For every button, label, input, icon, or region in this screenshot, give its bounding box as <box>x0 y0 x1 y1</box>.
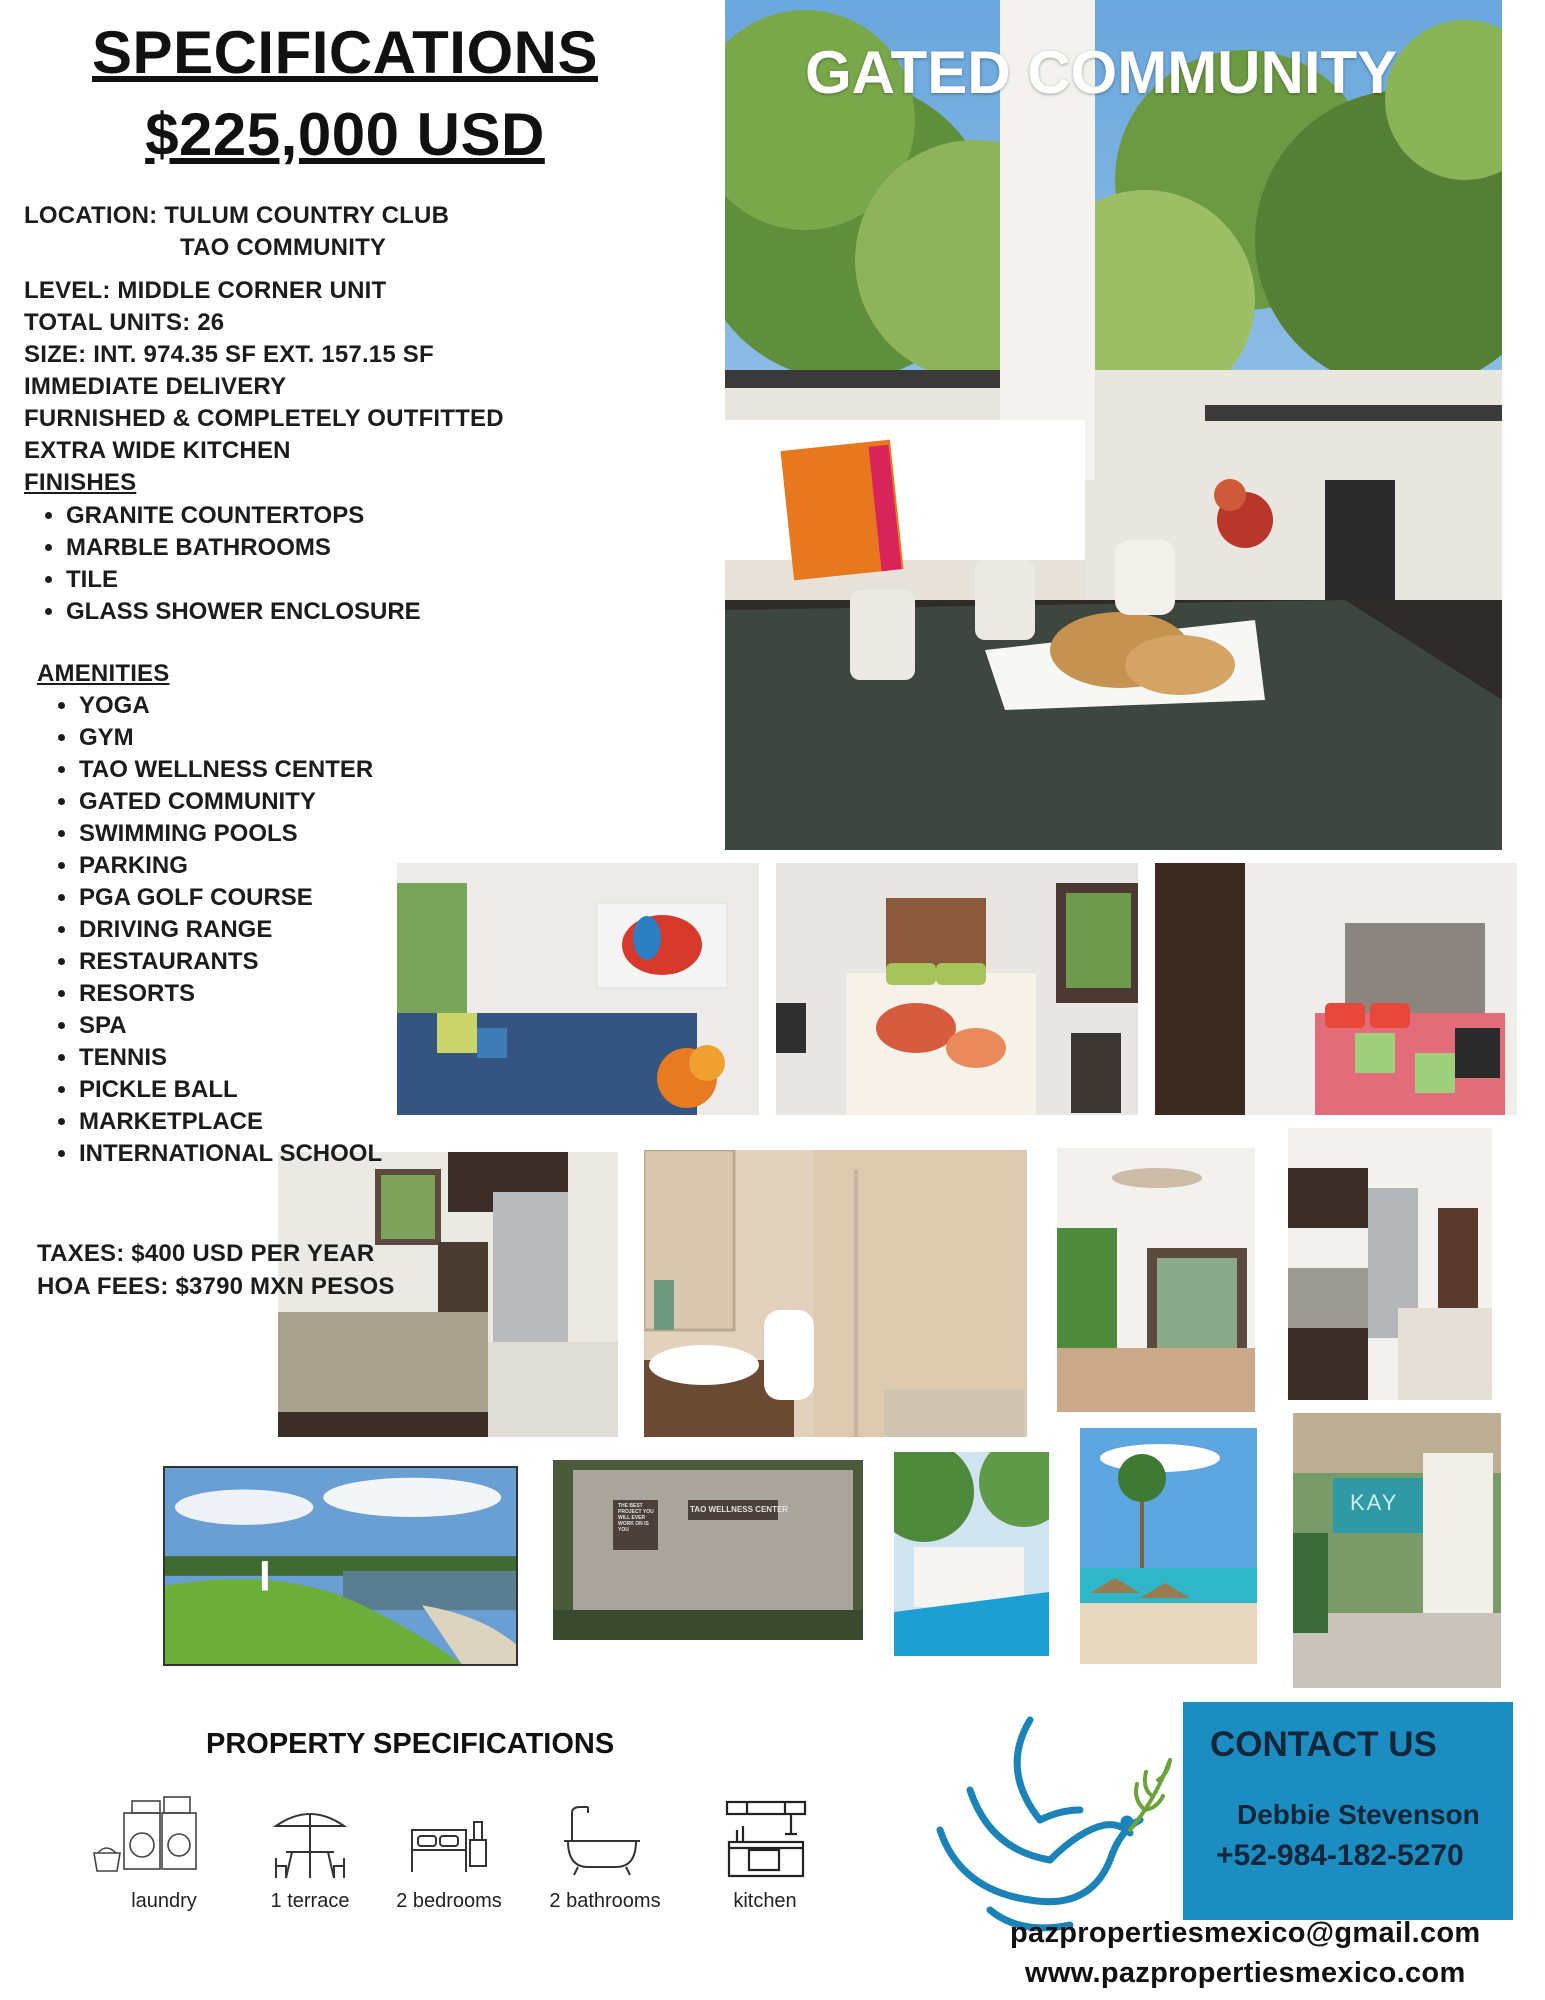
wellness-sign-text: THE BEST PROJECT YOU WILL EVER WORK ON IS YOU <box>618 1503 654 1533</box>
terrace-icon <box>272 1808 348 1880</box>
finishes-list <box>26 500 421 628</box>
kitchen-photo-2 <box>1288 1128 1492 1400</box>
bed-icon <box>408 1810 490 1874</box>
amenities-heading: AMENITIES <box>37 660 170 687</box>
price: $225,000 USD <box>145 101 545 168</box>
beach-club-photo <box>1293 1413 1501 1688</box>
bathroom-photo <box>644 1150 1027 1437</box>
wellness-center-photo <box>553 1460 863 1640</box>
list-item: • GATED COMMUNITY <box>79 786 382 818</box>
bedroom-photo-1 <box>776 863 1138 1115</box>
list-item: • SWIMMING POOLS <box>79 818 382 850</box>
furnished-spec: FURNISHED & COMPLETELY OUTFITTED <box>24 405 504 432</box>
dove-logo-icon <box>930 1710 1175 1950</box>
terrace-label: 1 terrace <box>270 1890 350 1912</box>
finishes-heading: FINISHES <box>24 469 137 496</box>
bathtub-icon <box>562 1805 642 1877</box>
golf-course-photo <box>163 1466 518 1666</box>
contact-email[interactable]: pazpropertiesmexico@gmail.com <box>1010 1917 1481 1949</box>
list-item: • PGA GOLF COURSE <box>79 882 382 914</box>
beach-photo <box>1080 1428 1257 1664</box>
list-item: • TAO WELLNESS CENTER <box>79 754 382 786</box>
list-item: • YOGA <box>79 690 382 722</box>
bedroom-photo-2 <box>1155 863 1517 1115</box>
list-item: • PARKING <box>79 850 382 882</box>
hero-overlay-text: GATED COMMUNITY <box>805 39 1398 106</box>
list-item: • PICKLE BALL <box>79 1074 382 1106</box>
delivery-spec: IMMEDIATE DELIVERY <box>24 373 287 400</box>
list-item: • RESORTS <box>79 978 382 1010</box>
contact-heading: CONTACT US <box>1210 1725 1437 1764</box>
list-item: • GLASS SHOWER ENCLOSURE <box>66 596 421 628</box>
taxes-fee: TAXES: $400 USD PER YEAR <box>37 1240 375 1267</box>
kitchen-spec: EXTRA WIDE KITCHEN <box>24 437 291 464</box>
laundry-icon <box>92 1795 198 1875</box>
location-spec-line2: TAO COMMUNITY <box>180 234 387 261</box>
list-item: • SPA <box>79 1010 382 1042</box>
hero-balcony-photo <box>725 0 1502 850</box>
list-item: • MARBLE BATHROOMS <box>66 532 421 564</box>
bathrooms-label: 2 bathrooms <box>549 1890 661 1912</box>
laundry-label: laundry <box>131 1890 197 1912</box>
level-spec: LEVEL: MIDDLE CORNER UNIT <box>24 277 387 304</box>
hoa-fee: HOA FEES: $3790 MXN PESOS <box>37 1273 395 1300</box>
list-item: • MARKETPLACE <box>79 1106 382 1138</box>
list-item: • DRIVING RANGE <box>79 914 382 946</box>
contact-website[interactable]: www.pazpropertiesmexico.com <box>1025 1957 1466 1989</box>
list-item: • TILE <box>66 564 421 596</box>
list-item: • GYM <box>79 722 382 754</box>
amenities-list <box>39 690 382 1170</box>
beach-club-sign-text: KAY <box>1350 1490 1399 1515</box>
size-spec: SIZE: INT. 974.35 SF EXT. 157.15 SF <box>24 341 434 368</box>
contact-phone[interactable]: +52-984-182-5270 <box>1216 1839 1464 1872</box>
kitchen-label: kitchen <box>733 1890 797 1912</box>
pool-resort-photo <box>894 1452 1049 1656</box>
contact-name: Debbie Stevenson <box>1237 1799 1480 1830</box>
list-item: • RESTAURANTS <box>79 946 382 978</box>
units-spec: TOTAL UNITS: 26 <box>24 309 225 336</box>
list-item: • TENNIS <box>79 1042 382 1074</box>
property-specs-heading: PROPERTY SPECIFICATIONS <box>206 1728 615 1760</box>
page-title: SPECIFICATIONS <box>92 19 598 86</box>
location-spec: LOCATION: TULUM COUNTRY CLUB <box>24 202 450 229</box>
living-room-photo <box>397 863 759 1115</box>
terrace-photo <box>1057 1148 1255 1412</box>
wellness-center-label: TAO WELLNESS CENTER <box>690 1505 789 1514</box>
kitchen-icon <box>725 1800 807 1880</box>
list-item: • GRANITE COUNTERTOPS <box>66 500 421 532</box>
bedrooms-label: 2 bedrooms <box>396 1890 502 1912</box>
list-item: • INTERNATIONAL SCHOOL <box>79 1138 382 1170</box>
